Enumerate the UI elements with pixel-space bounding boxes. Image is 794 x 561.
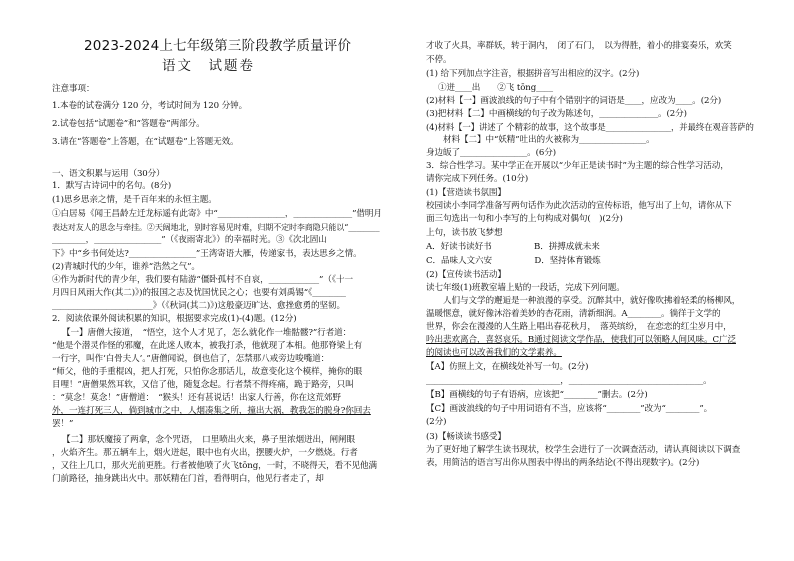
question-heading: 2．阅读依课外阅读积累的知识，根据要求完成(1)-(4)题。(12分) xyxy=(52,314,297,324)
option-line: A．好读书读好书 B．拼搏成就未来 xyxy=(426,242,600,252)
passage-line: 【二】那妖魔接了两拿，念个咒语， 口里喷出火来，鼻子里浓烟迸出，闸闸眼 xyxy=(62,435,355,445)
answer-blank-line: ①迸____出 ②飞 tōng____ xyxy=(438,83,553,93)
task-heading: (3)【畅谈读书感受】 xyxy=(426,432,506,442)
text-line: (2)青城时代的少年，谁养“浩然之气”。 xyxy=(52,262,200,272)
note-item: 1.本卷的试卷满分 120 分，考试时间为 120 分钟。 xyxy=(52,101,248,111)
text-line: ________，________________”（《夜雨寄北》）的幸福时光。③《次北固山 xyxy=(52,235,327,245)
passage-line: 世界，你会在漫漫的人生路上唱出春花秋月， 落英缤纷， 在恋恋的红尘岁月中， xyxy=(426,322,732,332)
note-item: 2.试卷包括“试题卷”和“答题卷”两部分。 xyxy=(52,119,205,129)
question-heading: 1．默写古诗词中的名句。(8分) xyxy=(52,181,172,191)
text-line: 才收了火具，率群妖，转于洞内， 闭了石门， 以为得胜，着小的排宴奏乐，欢笑 xyxy=(426,41,732,51)
text-line: 校园读小李同学准备写两句话作为此次活动的宣传标语，他写出了上句，请你从下 xyxy=(426,201,732,211)
question-item: (2)材料【一】画波浪线的句子中有个错别字的词语是____，应改为____。(2分) xyxy=(426,96,722,106)
text-line: 表，用简洁的语言写出你从图表中得出的两条结论(不得出现数字)。(2分) xyxy=(426,458,700,468)
question-item: (4)材料【一】讲述了 个精彩的故事，这个故事是________________，并最终在观音菩萨的 xyxy=(426,122,754,132)
passage-line: 门前路径，抽身跳出火中。那妖精在门首，看得明白，他见行者走了，却 xyxy=(52,474,324,484)
question-item: (1) 给下列加点字注音，根据拼音写出相应的汉字。(2分) xyxy=(426,69,640,79)
page-subtitle: 语文 试题卷 xyxy=(162,58,255,74)
text-line: 月四日风雨大作(其二)》)的报国之志及忧国忧民之心；也要有刘禹锡“《________ xyxy=(52,288,346,298)
option-line: C．品味人文六安 D．坚持体育锻炼 xyxy=(426,256,601,266)
passage-line: 吟出悲欢离合，喜怒哀乐。B通过阅读文学作品，使我们可以领略人间风味。C广泛 xyxy=(426,335,736,345)
question-item: 身边皈了________________。(6分) xyxy=(426,148,556,158)
task-heading: (2)【宣传读书活动】 xyxy=(426,270,506,280)
passage-line: “他是个潜灵作怪的邪魔，在此迷人败本，被我打杀，他就现了本相。他那脊梁上有 xyxy=(52,341,363,351)
text-line: 上句，读书放飞梦想 xyxy=(426,228,503,238)
passage-line: 【一】唐僧大接道， “悟空，这个人才见了，怎么就化作一堆骷髅?”行者道： xyxy=(62,328,352,338)
text-line: 读七年级(1)班教室墙上贴的一段话，完成下列问题。 xyxy=(426,283,625,293)
passage-line: 罢！” xyxy=(52,419,74,429)
text-line: (1)思乡思亲之情，是千百年来的永恒主题。 xyxy=(52,195,217,205)
passage-line: 的阅读也可以改善我们的文学素养。 xyxy=(426,348,562,358)
text-line: 面三句选出一句和小李写的上句构成对偶句( )(2分) xyxy=(426,214,623,224)
passage-line: 一行字，叫作‘白骨夫人’。”唐僧闻说，倒也信了，怎禁那八戒旁边唆嘴道： xyxy=(52,354,330,364)
question-item: (2分) xyxy=(426,417,447,427)
question-item: 【C】画波浪线的句子中用词语有不当，应该将“________”改为“________”。 xyxy=(426,404,713,414)
question-item: 【A】仿照上文，在横线处补写一句。(2分) xyxy=(426,362,589,372)
text-line: 为了更好地了解学生读书现状，校学生会进行了一次调查活动，请认真阅读以下调查 xyxy=(426,445,741,455)
note-item: 3.请在“答题卷”上答题，在“试题卷”上答题无效。 xyxy=(52,137,239,147)
task-heading: (1)【营造读书氛围】 xyxy=(426,188,506,198)
text-line: ①白居易《闻王昌龄左迁龙标遥有此寄》中“________________，______________”借明月 xyxy=(52,209,382,219)
text-line: ________________________》（《秋词(其二)》)这般豪迈旷达、愈挫愈勇的坚韧。 xyxy=(52,301,345,311)
text-line: 不停。 xyxy=(426,55,452,65)
passage-line: ，火焰齐生。那五辆车上，烟火迸起，眼中也有火出，摆腰火炉，一夕燃烧。行者 xyxy=(52,448,358,458)
text-line: ④作为新时代的青少年，我们要有陆游“僵卧孤村不自哀，____________”（《十一 xyxy=(52,275,353,285)
passage-line: ：“莫念！莫念！”唐僧道： “猴头！还有甚说话！出家人行善，你在这荒郊野 xyxy=(52,393,341,403)
passage-line: 人们与文学的邂逅是一种浪漫的享受。沉醉其中，就好像吹拂着轻柔的杨柳风， xyxy=(426,296,741,306)
passage-line: ，又往上几口，那火光前更胜。行者被他喷了火飞tōng，一时，不晓得天，看不见他满 xyxy=(52,461,378,471)
text-line: 下》中“乡书何处达?________________”王湾寄语大雁，传递家书，表达思乡之情。 xyxy=(52,249,362,259)
passage-line: 温暖惬意，就好像沐浴着美妙的杏花雨，清新细润。A________。徜徉于文学的 xyxy=(426,309,721,319)
passage-line: 外，一连打死三人，倘到城市之中，人烟凑集之所，撞出大祸，教我怎的脱身?你回去 xyxy=(52,406,371,416)
passage-line: “师父，他的手重棍凶，把人打死，只怕你念那话儿，故意变化这个模样，掩你的眼 xyxy=(52,367,363,377)
text-line: 请你完成下列任务。(10分) xyxy=(426,174,529,184)
page-title: 2023-2024上七年级第三阶段教学质量评价 xyxy=(84,38,352,54)
question-item: 【B】画横线的句子有语病，应该把“________”删去。(2分) xyxy=(426,390,648,400)
question-item: 材料【二】中“妖精”吐出的火被称为________________。 xyxy=(426,135,655,145)
question-heading: 3．综合性学习。某中学正在开展以“少年正是读书时”为主题的综合性学习活动， xyxy=(426,161,729,171)
text-line: 表达对友人的思念与牵挂。②天阔地北，别时容易见时难，归期不定时李商隐只能以“________ xyxy=(52,223,380,232)
passage-line: 目哩！”唐僧果然耳软，又信了他，随复念起。行者禁不得疼痛，跪于路旁，只叫 xyxy=(52,380,354,390)
notes-heading: 注意事项： xyxy=(52,84,95,94)
answer-blank-line: ________________________________，________________________________。 xyxy=(426,376,712,386)
question-item: (3)把材料【二】中画横线的句子改为陈述句，______________。(2分) xyxy=(426,109,687,119)
section-heading: 一、语文积累与运用（30分） xyxy=(52,169,165,179)
